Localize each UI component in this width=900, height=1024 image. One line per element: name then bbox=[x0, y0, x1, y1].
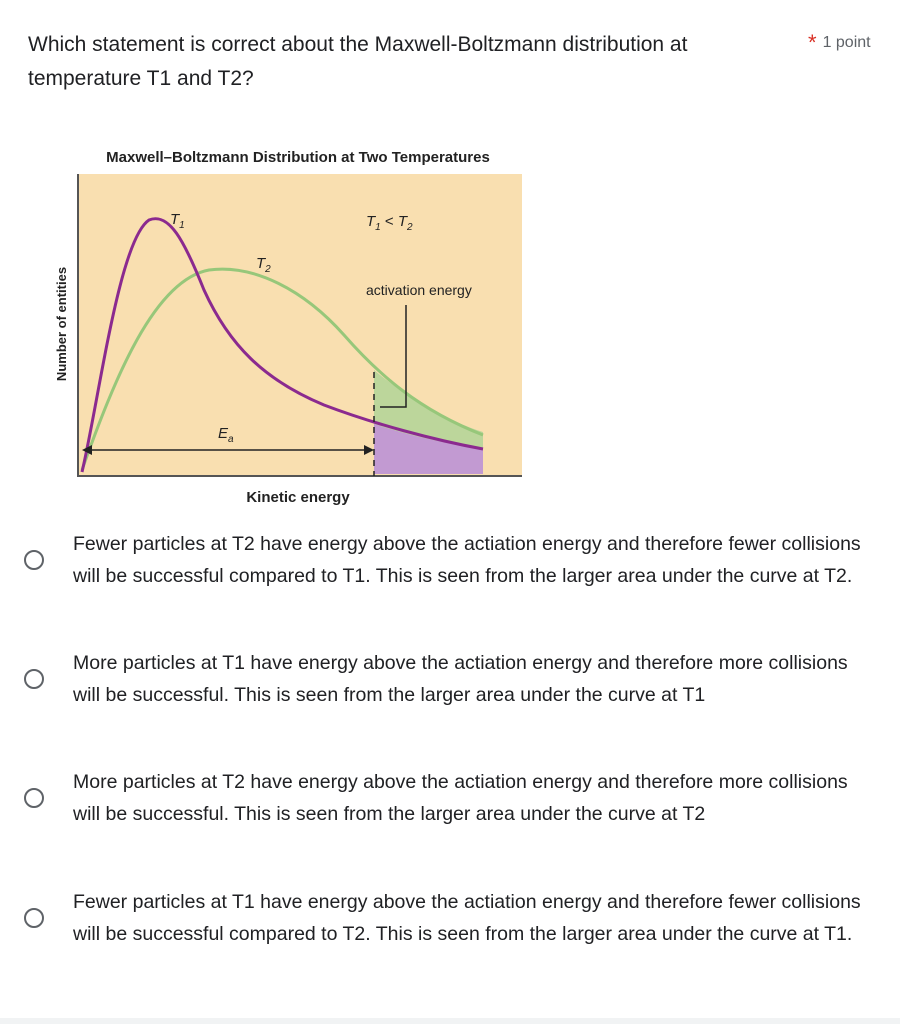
option-2[interactable] bbox=[24, 647, 874, 711]
radio-button[interactable] bbox=[24, 669, 44, 689]
radio-button[interactable] bbox=[24, 788, 44, 808]
x-axis-label: Kinetic energy bbox=[246, 489, 350, 506]
t1-curve-label: $T_1$ bbox=[170, 211, 185, 231]
figure-title: Maxwell–Boltzmann Distribution at Two Temperatures bbox=[106, 149, 490, 166]
required-asterisk: * bbox=[808, 30, 817, 55]
points-indicator bbox=[808, 30, 871, 56]
radio-button[interactable] bbox=[24, 908, 44, 928]
radio-button[interactable] bbox=[24, 550, 44, 570]
activation-energy-label: activation energy bbox=[366, 282, 472, 298]
question-title: Which statement is correct about the Maxwell-Boltzmann distribution at temperature T1 and T2? bbox=[28, 33, 688, 90]
option-label: More particles at T1 have energy above the actiation energy and therefore more collisions will be successful. This is seen from the larger area under the curve at T1 bbox=[73, 652, 848, 706]
option-label: Fewer particles at T2 have energy above the actiation energy and therefore fewer collisions will be successful compared to T1. This is seen from the larger area under the curve at T2. bbox=[73, 533, 861, 587]
option-label: More particles at T2 have energy above the actiation energy and therefore more collisions will be successful. This is seen from the larger area under the curve at T2 bbox=[73, 771, 848, 825]
maxwell-boltzmann-figure bbox=[44, 140, 544, 520]
ea-label: $E_a$ bbox=[218, 425, 234, 445]
option-4[interactable] bbox=[24, 886, 874, 950]
t2-curve-label: $T_2$ bbox=[256, 255, 271, 275]
option-3[interactable] bbox=[24, 766, 874, 830]
y-axis-label: Number of entities bbox=[54, 266, 69, 382]
option-1[interactable] bbox=[24, 528, 874, 592]
footer-divider bbox=[0, 1018, 900, 1024]
inequality-label: $T_1 < T_2$ bbox=[366, 213, 413, 233]
points-label: 1 point bbox=[822, 34, 871, 51]
option-label: Fewer particles at T1 have energy above the actiation energy and therefore fewer collisions will be successful compared to T2. This is seen from the larger area under the curve at T1. bbox=[73, 891, 861, 945]
